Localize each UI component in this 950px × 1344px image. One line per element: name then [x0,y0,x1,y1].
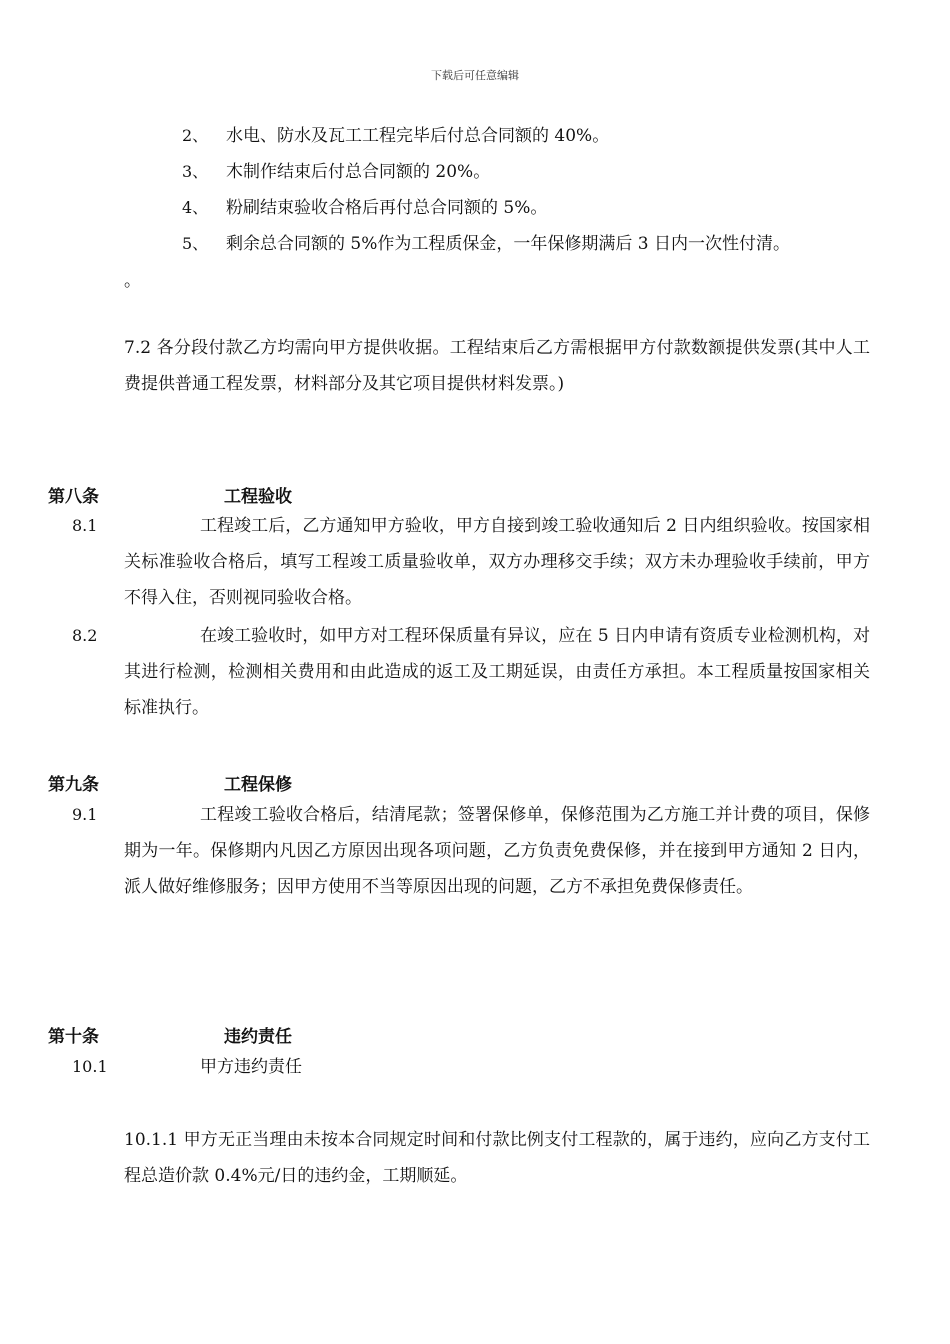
clause-number: 8.2 [72,626,98,645]
clause-number: 9.1 [72,805,98,824]
clause-10-1-1-text: 10.1.1 甲方无正当理由未按本合同规定时间和付款比例支付工程款的，属于违约，应向乙方支付工程总造价款 0.4%元/日的违约金，工期顺延。 [124,1130,870,1186]
page-header-note: 下载后可任意编辑 [431,69,519,82]
clause-8-1-text: 工程竣工后，乙方通知甲方验收，甲方自接到竣工验收通知后 2 日内组织验收。按国家相关标准验收合格后，填写工程竣工质量验收单，双方办理移交手续；双方未办理验收手续前，甲方不得入住，否则视同验收合格。 [124,516,870,608]
paragraph-7-2: 7.2 各分段付款乙方均需向甲方提供收据。工程结束后乙方需根据甲方付款数额提供发票(其中人工费提供普通工程发票，材料部分及其它项目提供材料发票。) [124,338,870,394]
list-item-number: 3、 [182,162,209,181]
article-title: 工程保修 [224,775,292,795]
article-label: 第九条 [48,775,99,795]
list-item-text: 木制作结束后付总合同额的 20%。 [226,162,491,182]
list-item-number: 4、 [182,198,209,217]
list-item-text: 剩余总合同额的 5%作为工程质保金，一年保修期满后 3 日内一次性付清。 [226,234,790,254]
clause-number: 8.1 [72,516,98,535]
article-label: 第八条 [48,487,99,507]
list-item-number: 5、 [182,234,209,253]
clause-10-1-text: 甲方违约责任 [200,1057,302,1077]
list-item-text: 粉刷结束验收合格后再付总合同额的 5%。 [226,198,548,218]
article-title: 工程验收 [224,487,292,507]
clause-8-2-text: 在竣工验收时，如甲方对工程环保质量有异议，应在 5 日内申请有资质专业检测机构，对其进行检测，检测相关费用和由此造成的返工及工期延误，由责任方承担。本工程质量按国家相关标准执行。 [124,626,870,718]
list-item-number: 2、 [182,126,209,145]
article-label: 第十条 [48,1027,99,1047]
article-title: 违约责任 [224,1027,292,1047]
stray-punctuation: 。 [124,271,141,291]
list-item-text: 水电、防水及瓦工工程完毕后付总合同额的 40%。 [226,126,610,146]
clause-9-1-text: 工程竣工验收合格后，结清尾款；签署保修单，保修范围为乙方施工并计费的项目，保修期为一年。保修期内凡因乙方原因出现各项问题，乙方负责免费保修，并在接到甲方通知 2 日内，派人做好维修服务；因甲方使用不当等原因出现的问题，乙方不承担免费保修责任。 [124,805,870,897]
clause-number: 10.1 [72,1057,108,1076]
